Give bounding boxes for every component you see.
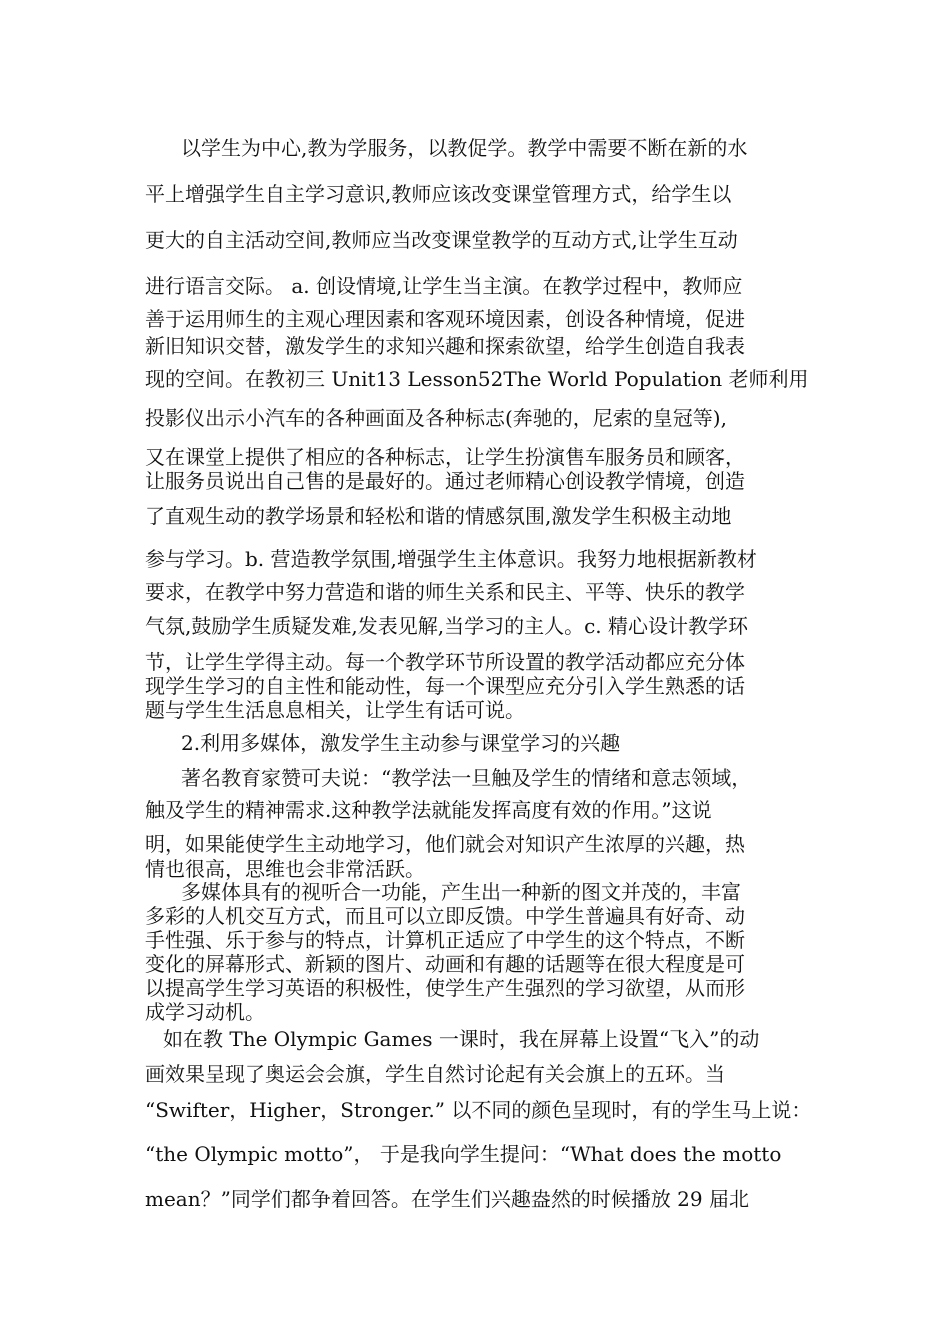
text-line: 以提高学生学习英语的积极性，使学生产生强烈的学习欲望，从而形 [145,976,745,1000]
text-line: 又在课堂上提供了相应的各种标志，让学生扮演售车服务员和顾客， [145,445,745,469]
text-line: mean？”同学们都争着回答。在学生们兴趣盎然的时候播放 29 届北 [145,1187,749,1211]
text-line: 手性强、乐于参与的特点，计算机正适应了中学生的这个特点，不断 [145,928,745,952]
text-line: 著名教育家赞可夫说：“教学法一旦触及学生的情绪和意志领域， [181,766,752,790]
text-line: 多媒体具有的视听合一功能，产生出一种新的图文并茂的，丰富 [181,880,741,904]
text-line: 画效果呈现了奥运会会旗，学生自然讨论起有关会旗上的五环。当 [145,1062,725,1086]
text-line: 以学生为中心,教为学服务，以教促学。教学中需要不断在新的水 [181,136,748,160]
text-line: 成学习动机。 [145,1000,265,1024]
text-line: “the Olympic motto”， 于是我向学生提问：“What does the motto [145,1142,782,1166]
section-heading: 2.利用多媒体，激发学生主动参与课堂学习的兴趣 [181,731,621,755]
text-line: 善于运用师生的主观心理因素和客观环境因素，创设各种情境，促进 [145,307,745,331]
text-line: 平上增强学生自主学习意识,教师应该改变课堂管理方式，给学生以 [145,182,732,206]
text-line: 如在教 The Olympic Games 一课时，我在屏幕上设置“飞入”的动 [163,1027,760,1051]
text-line: 变化的屏幕形式、新颖的图片、动画和有趣的话题等在很大程度是可 [145,952,745,976]
text-line: 让服务员说出自己售的是最好的。通过老师精心创设教学情境，创造 [145,469,745,493]
text-line: 投影仪出示小汽车的各种画面及各种标志(奔驰的，尼索的皇冠等), [145,406,727,430]
text-line: 更大的自主活动空间,教师应当改变课堂教学的互动方式,让学生互动 [145,228,738,252]
text-line: 明，如果能使学生主动地学习，他们就会对知识产生浓厚的兴趣，热 [145,832,745,856]
text-line: 进行语言交际。 a. 创设情境,让学生当主演。在教学过程中，教师应 [145,274,743,298]
text-line: 现的空间。在教初三 Unit13 Lesson52The World Population 老师利用 [145,367,809,391]
text-line: 题与学生生活息息相关，让学生有话可说。 [145,698,525,722]
text-line: 参与学习。b. 营造教学氛围,增强学生主体意识。我努力地根据新教材 [145,547,757,571]
text-line: 气氛,鼓励学生质疑发难,发表见解,当学习的主人。c. 精心设计教学环 [145,614,748,638]
text-line: 要求，在教学中努力营造和谐的师生关系和民主、平等、快乐的教学 [145,580,745,604]
text-line: 触及学生的精神需求.这种教学法就能发挥高度有效的作用。”这说 [145,798,712,822]
text-line: 了直观生动的教学场景和轻松和谐的情感氛围,激发学生积极主动地 [145,504,732,528]
text-line: 现学生学习的自主性和能动性，每一个课型应充分引入学生熟悉的话 [145,674,745,698]
text-line: 情也很高，思维也会非常活跃。 [145,857,425,881]
text-line: 节，让学生学得主动。每一个教学环节所设置的教学活动都应充分体 [145,650,745,674]
text-line: 多彩的人机交互方式，而且可以立即反馈。中学生普遍具有好奇、动 [145,904,745,928]
text-line: “Swifter，Higher，Stronger.” 以不同的颜色呈现时，有的学生马上说： [145,1098,812,1122]
text-line: 新旧知识交替，激发学生的求知兴趣和探索欲望，给学生创造自我表 [145,334,745,358]
